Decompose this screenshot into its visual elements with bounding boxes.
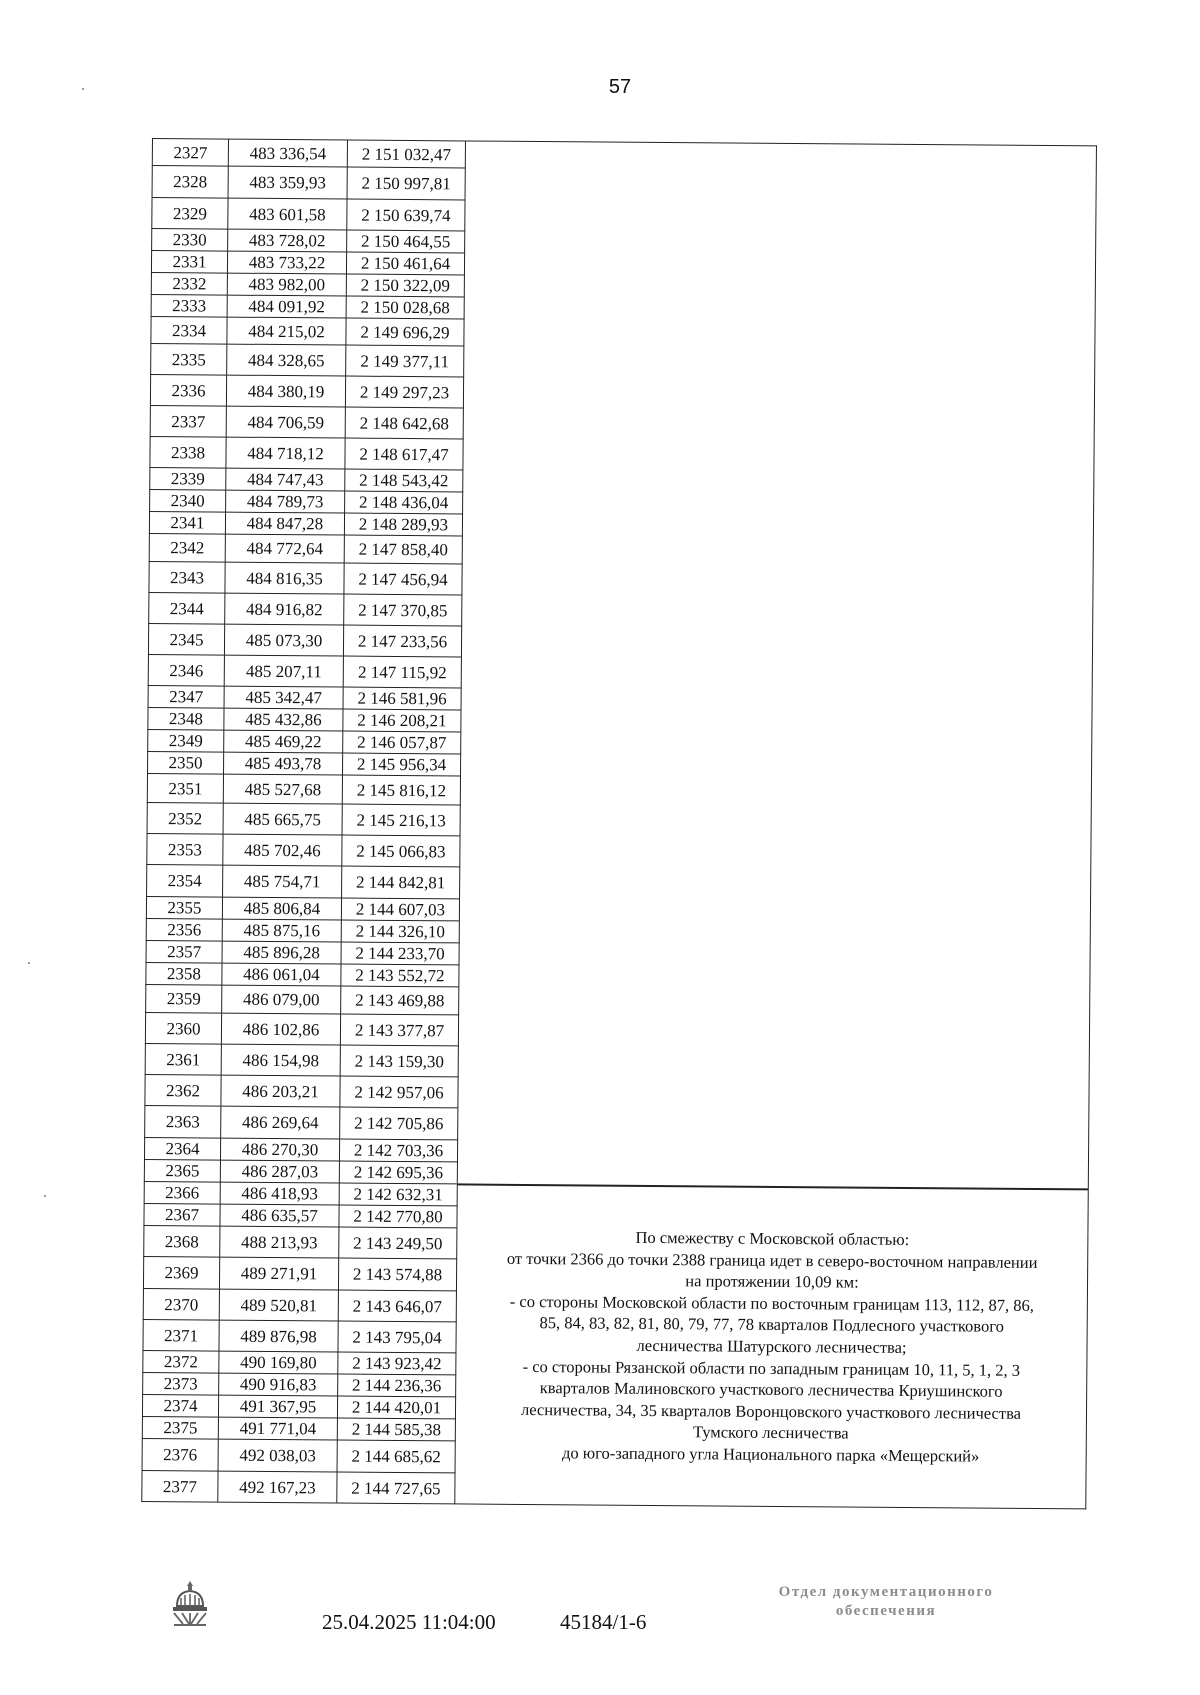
scan-speck [82,88,84,90]
x-coordinate-cell: 484 091,92 [227,295,346,318]
point-number-cell: 2377 [142,1470,218,1502]
x-coordinate-cell: 490 916,83 [219,1373,338,1396]
department-stamp [736,1583,1036,1621]
point-number-cell: 2370 [143,1288,219,1320]
y-coordinate-cell: 2 150 997,81 [347,167,465,200]
point-number-cell: 2330 [152,229,228,252]
y-coordinate-cell: 2 150 461,64 [346,252,464,275]
x-coordinate-cell: 486 203,21 [221,1075,340,1107]
y-coordinate-cell: 2 150 322,09 [346,274,464,297]
point-number-cell: 2367 [144,1203,220,1226]
x-coordinate-cell: 486 635,57 [220,1204,339,1227]
x-coordinate-cell: 485 896,28 [222,941,341,964]
point-number-cell: 2364 [144,1137,220,1160]
y-coordinate-cell: 2 146 057,87 [343,731,461,754]
description-line: По смежеству с Московской областью: [635,1227,910,1249]
y-coordinate-cell: 2 144 233,70 [341,942,459,965]
y-coordinate-cell: 2 143 249,50 [339,1227,457,1259]
point-number-cell: 2353 [147,833,223,865]
y-coordinate-cell: 2 144 685,62 [337,1440,455,1473]
y-coordinate-cell: 2 145 216,13 [342,804,460,836]
description-line: лесничества Шатурского лесничества; [636,1335,907,1357]
point-number-cell: 2351 [147,773,223,803]
description-line: Тумского лесничества [692,1422,849,1443]
x-coordinate-cell: 486 287,03 [220,1160,339,1183]
y-coordinate-cell: 2 144 236,36 [338,1374,456,1397]
y-coordinate-cell: 2 150 639,74 [347,199,465,231]
x-coordinate-cell: 484 772,64 [225,534,344,563]
x-coordinate-cell: 489 876,98 [219,1320,338,1352]
y-coordinate-cell: 2 142 695,36 [339,1161,457,1184]
point-number-cell: 2339 [150,467,226,490]
y-coordinate-cell: 2 150 028,68 [346,296,464,319]
x-coordinate-cell: 488 213,93 [220,1226,339,1258]
y-coordinate-cell: 2 144 585,38 [337,1418,455,1441]
x-coordinate-cell: 486 102,86 [221,1013,340,1045]
x-coordinate-cell: 486 061,04 [222,963,341,986]
x-coordinate-cell: 484 380,19 [226,375,345,407]
point-number-cell: 2369 [143,1256,219,1289]
point-number-cell: 2349 [148,729,224,752]
x-coordinate-cell: 484 789,73 [226,490,345,513]
point-number-cell: 2341 [149,511,225,534]
point-number-cell: 2352 [147,802,223,834]
scan-speck [28,962,30,964]
boundary-description-cell [455,1184,1088,1509]
x-coordinate-cell: 483 601,58 [228,198,347,230]
point-number-cell: 2376 [142,1438,218,1471]
y-coordinate-cell: 2 144 420,01 [337,1396,455,1419]
x-coordinate-cell: 485 207,11 [224,655,343,687]
point-number-cell: 2375 [142,1416,218,1439]
y-coordinate-cell: 2 142 632,31 [339,1183,457,1206]
y-coordinate-cell: 2 143 646,07 [338,1290,456,1322]
x-coordinate-cell: 483 359,93 [228,166,347,199]
y-coordinate-cell: 2 144 842,81 [342,866,460,899]
blank-description-cell [457,141,1096,1189]
y-coordinate-cell: 2 147 456,94 [344,563,462,595]
point-number-cell: 2337 [150,405,226,437]
description-line: - со стороны Московской области по восточным границам 113, 112, 87, 86, [509,1291,1034,1315]
x-coordinate-cell: 485 665,75 [223,803,342,835]
point-number-cell: 2345 [148,623,224,655]
footer-registration-number: 45184/1-6 [560,1610,647,1634]
point-number-cell: 2365 [144,1159,220,1182]
x-coordinate-cell: 484 706,59 [226,406,345,438]
x-coordinate-cell: 485 754,71 [223,865,342,898]
y-coordinate-cell: 2 147 115,92 [343,656,461,688]
y-coordinate-cell: 2 143 795,04 [338,1321,456,1353]
x-coordinate-cell: 485 493,78 [224,752,343,775]
x-coordinate-cell: 485 469,22 [224,730,343,753]
point-number-cell: 2359 [146,984,222,1013]
x-coordinate-cell: 484 816,35 [225,562,344,594]
description-line: лесничества, 34, 35 кварталов Воронцовского участкового лесничества [520,1399,1022,1423]
y-coordinate-cell: 2 143 159,30 [340,1045,458,1077]
point-number-cell: 2371 [143,1319,219,1351]
point-number-cell: 2338 [150,436,226,468]
x-coordinate-cell: 486 269,64 [221,1106,340,1139]
x-coordinate-cell: 490 169,80 [219,1351,338,1374]
x-coordinate-cell: 489 271,91 [219,1257,338,1290]
y-coordinate-cell: 2 145 066,83 [342,835,460,867]
x-coordinate-cell: 492 167,23 [218,1471,337,1503]
x-coordinate-cell: 484 747,43 [226,468,345,491]
point-number-cell: 2342 [149,533,225,562]
x-coordinate-cell: 484 215,02 [227,317,346,345]
x-coordinate-cell: 486 270,30 [220,1138,339,1161]
description-line: кварталов Малиновского участкового лесничества Криушинского [539,1378,1003,1401]
description-line: от точки 2366 до точки 2388 граница идет в северо-восточном направлении [506,1248,1038,1272]
y-coordinate-cell: 2 144 727,65 [337,1472,455,1504]
y-coordinate-cell: 2 142 957,06 [340,1076,458,1108]
y-coordinate-cell: 2 142 770,80 [339,1205,457,1228]
point-number-cell: 2356 [146,918,222,941]
page-number: 57 [608,76,632,98]
y-coordinate-cell: 2 147 858,40 [344,535,462,564]
y-coordinate-cell: 2 143 574,88 [338,1258,456,1291]
footer-datetime: 25.04.2025 11:04:00 [322,1610,496,1634]
y-coordinate-cell: 2 148 289,93 [344,513,462,536]
description-line: до юго-западного угла Национального парка «Мещерский» [561,1443,980,1466]
y-coordinate-cell: 2 143 923,42 [338,1352,456,1375]
point-number-cell: 2368 [144,1225,220,1257]
point-number-cell: 2331 [151,251,227,274]
point-number-cell: 2374 [142,1394,218,1417]
point-number-cell: 2346 [148,654,224,686]
point-number-cell: 2372 [143,1350,219,1373]
point-number-cell: 2344 [149,592,225,624]
x-coordinate-cell: 485 527,68 [223,774,342,804]
y-coordinate-cell: 2 146 581,96 [343,687,461,710]
scan-speck [44,1195,46,1197]
x-coordinate-cell: 484 328,65 [227,344,346,376]
y-coordinate-cell: 2 149 297,23 [345,376,463,408]
y-coordinate-cell: 2 148 617,47 [345,438,463,470]
point-number-cell: 2343 [149,561,225,593]
x-coordinate-cell: 492 038,03 [218,1439,337,1472]
x-coordinate-cell: 484 916,82 [225,593,344,625]
y-coordinate-cell: 2 145 816,12 [342,775,460,805]
y-coordinate-cell: 2 145 956,34 [343,753,461,776]
y-coordinate-cell: 2 146 208,21 [343,709,461,732]
point-number-cell: 2357 [146,940,222,963]
point-number-cell: 2363 [145,1105,221,1138]
y-coordinate-cell: 2 151 032,47 [347,140,465,168]
y-coordinate-cell: 2 142 705,86 [340,1107,458,1140]
point-number-cell: 2329 [152,198,228,230]
x-coordinate-cell: 486 079,00 [222,985,341,1014]
y-coordinate-cell: 2 142 703,36 [339,1139,457,1162]
y-coordinate-cell: 2 147 233,56 [343,625,461,657]
x-coordinate-cell: 483 728,02 [228,229,347,252]
y-coordinate-cell: 2 149 377,11 [346,345,464,377]
point-number-cell: 2328 [152,166,228,199]
point-number-cell: 2334 [151,316,227,344]
x-coordinate-cell: 489 520,81 [219,1289,338,1321]
point-number-cell: 2340 [150,489,226,512]
point-number-cell: 2335 [151,343,227,375]
y-coordinate-cell: 2 143 469,88 [341,986,459,1015]
point-number-cell: 2333 [151,294,227,317]
stamp-line-2: обеспечения [835,1603,937,1619]
x-coordinate-cell: 485 702,46 [223,834,342,866]
point-number-cell: 2358 [146,962,222,985]
point-number-cell: 2348 [148,707,224,730]
x-coordinate-cell: 491 771,04 [218,1417,337,1440]
x-coordinate-cell: 483 733,22 [227,251,346,274]
point-number-cell: 2354 [147,864,223,897]
x-coordinate-cell: 485 432,86 [224,708,343,731]
point-number-cell: 2327 [152,139,228,167]
y-coordinate-cell: 2 143 377,87 [340,1014,458,1046]
y-coordinate-cell: 2 148 436,04 [345,491,463,514]
stamp-line-1: Отдел документационного [778,1584,994,1600]
y-coordinate-cell: 2 147 370,85 [344,594,462,626]
y-coordinate-cell: 2 148 642,68 [345,407,463,439]
x-coordinate-cell: 485 342,47 [224,686,343,709]
point-number-cell: 2361 [145,1043,221,1075]
y-coordinate-cell: 2 150 464,55 [347,230,465,253]
x-coordinate-cell: 485 806,84 [222,897,341,920]
y-coordinate-cell: 2 148 543,42 [345,469,463,492]
point-number-cell: 2332 [151,272,227,295]
point-number-cell: 2350 [148,751,224,774]
x-coordinate-cell: 485 875,16 [222,919,341,942]
y-coordinate-cell: 2 149 696,29 [346,318,464,346]
x-coordinate-cell: 485 073,30 [224,624,343,656]
description-line: на протяжении 10,09 км: [685,1271,859,1292]
point-number-cell: 2336 [150,374,226,406]
x-coordinate-cell: 491 367,95 [218,1395,337,1418]
y-coordinate-cell: 2 143 552,72 [341,964,459,987]
point-number-cell: 2360 [145,1012,221,1044]
x-coordinate-cell: 483 982,00 [227,273,346,296]
description-line: - со стороны Рязанской области по западным границам 10, 11, 5, 1, 2, 3 [522,1356,1021,1380]
x-coordinate-cell: 483 336,54 [228,139,347,167]
point-number-cell: 2373 [143,1372,219,1395]
point-number-cell: 2355 [146,896,222,919]
x-coordinate-cell: 484 718,12 [226,437,345,469]
y-coordinate-cell: 2 144 607,03 [341,898,459,921]
coordinates-table [141,138,1097,1509]
point-number-cell: 2366 [144,1181,220,1204]
point-number-cell: 2347 [148,685,224,708]
x-coordinate-cell: 486 418,93 [220,1182,339,1205]
point-number-cell: 2362 [145,1074,221,1106]
x-coordinate-cell: 484 847,28 [225,512,344,535]
x-coordinate-cell: 486 154,98 [221,1044,340,1076]
y-coordinate-cell: 2 144 326,10 [341,920,459,943]
description-line: 85, 84, 83, 82, 81, 80, 79, 77, 78 кварталов Подлесного участкового [539,1313,1004,1337]
notary-emblem-icon [168,1578,212,1628]
